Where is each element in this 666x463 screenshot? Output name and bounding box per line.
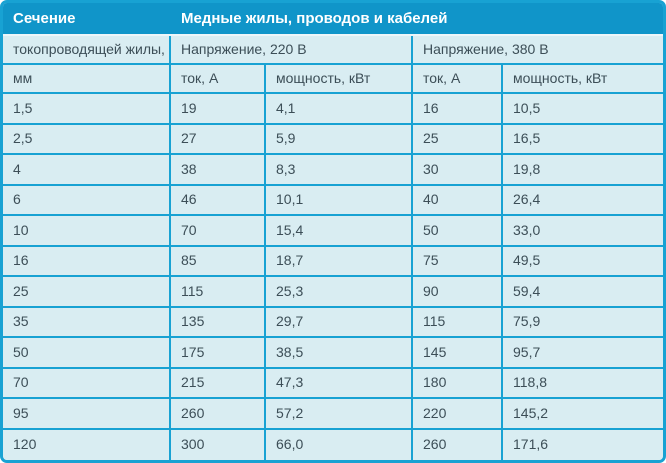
table-cell: 25 — [413, 125, 503, 156]
table-cell: 50 — [413, 216, 503, 247]
table-cell: 215 — [171, 369, 266, 400]
table-row — [3, 247, 663, 278]
table-cell: 260 — [171, 399, 266, 430]
table-cell: 75 — [413, 247, 503, 278]
table-cell: 85 — [171, 247, 266, 278]
table-cell: 10,5 — [503, 94, 663, 125]
table-cell: 8,3 — [266, 155, 413, 186]
table-cell: 2,5 — [3, 125, 171, 156]
table-row — [3, 186, 663, 217]
table-cell: 75,9 — [503, 308, 663, 339]
table-cell: 5,9 — [266, 125, 413, 156]
table-cell: 180 — [413, 369, 503, 400]
table-header-row — [3, 3, 663, 36]
table-cell: 46 — [171, 186, 266, 217]
table-cell: 26,4 — [503, 186, 663, 217]
table-cell: 29,7 — [266, 308, 413, 339]
table-cell: 35 — [3, 308, 171, 339]
table-cell: 10 — [3, 216, 171, 247]
table-units-row — [3, 65, 663, 94]
table-cell: 33,0 — [503, 216, 663, 247]
subheader-conductor-label: токопроводящей жилы, — [3, 36, 171, 65]
units-current-380-label: ток, А — [413, 65, 503, 94]
table-cell: 95 — [3, 399, 171, 430]
table-row — [3, 94, 663, 125]
subheader-voltage-220-label: Напряжение, 220 В — [171, 36, 413, 65]
table-cell: 16 — [3, 247, 171, 278]
table-cell: 171,6 — [503, 430, 663, 461]
table-cell: 30 — [413, 155, 503, 186]
table-cell: 40 — [413, 186, 503, 217]
table-cell: 19 — [171, 94, 266, 125]
table-cell: 70 — [3, 369, 171, 400]
table-cell: 66,0 — [266, 430, 413, 461]
table-cell: 15,4 — [266, 216, 413, 247]
table-cell: 95,7 — [503, 338, 663, 369]
table-cell: 120 — [3, 430, 171, 461]
header-copper-wires-label: Медные жилы, проводов и кабелей — [171, 3, 663, 36]
header-section-label: Сечение — [3, 3, 171, 36]
table-cell: 10,1 — [266, 186, 413, 217]
table-cell: 59,4 — [503, 277, 663, 308]
table-body — [3, 94, 663, 460]
units-current-220-label: ток, А — [171, 65, 266, 94]
table-cell: 220 — [413, 399, 503, 430]
table-subheader-row — [3, 36, 663, 65]
table-cell: 70 — [171, 216, 266, 247]
table-cell: 47,3 — [266, 369, 413, 400]
table-row — [3, 430, 663, 461]
table-row — [3, 216, 663, 247]
table-cell: 145,2 — [503, 399, 663, 430]
table-cell: 19,8 — [503, 155, 663, 186]
table-cell: 145 — [413, 338, 503, 369]
table-cell: 49,5 — [503, 247, 663, 278]
table-cell: 135 — [171, 308, 266, 339]
table-row — [3, 155, 663, 186]
table-row — [3, 308, 663, 339]
table-cell: 25,3 — [266, 277, 413, 308]
table-cell: 16 — [413, 94, 503, 125]
table-cell: 118,8 — [503, 369, 663, 400]
table-cell: 300 — [171, 430, 266, 461]
table-cell: 25 — [3, 277, 171, 308]
wire-ratings-table — [3, 3, 663, 460]
table-cell: 6 — [3, 186, 171, 217]
table-cell: 90 — [413, 277, 503, 308]
table-cell: 16,5 — [503, 125, 663, 156]
table-cell: 18,7 — [266, 247, 413, 278]
table-row — [3, 399, 663, 430]
table-cell: 260 — [413, 430, 503, 461]
table-cell: 115 — [171, 277, 266, 308]
table-cell: 4 — [3, 155, 171, 186]
table-cell: 175 — [171, 338, 266, 369]
table-cell: 115 — [413, 308, 503, 339]
units-power-220-label: мощность, кВт — [266, 65, 413, 94]
table-row — [3, 277, 663, 308]
table-cell: 4,1 — [266, 94, 413, 125]
table-cell: 38 — [171, 155, 266, 186]
table-cell: 57,2 — [266, 399, 413, 430]
units-mm-label: мм — [3, 65, 171, 94]
table-cell: 38,5 — [266, 338, 413, 369]
units-power-380-label: мощность, кВт — [503, 65, 663, 94]
table-cell: 1,5 — [3, 94, 171, 125]
table-cell: 27 — [171, 125, 266, 156]
table-row — [3, 338, 663, 369]
table-row — [3, 125, 663, 156]
table-row — [3, 369, 663, 400]
table-cell: 50 — [3, 338, 171, 369]
subheader-voltage-380-label: Напряжение, 380 В — [413, 36, 663, 65]
